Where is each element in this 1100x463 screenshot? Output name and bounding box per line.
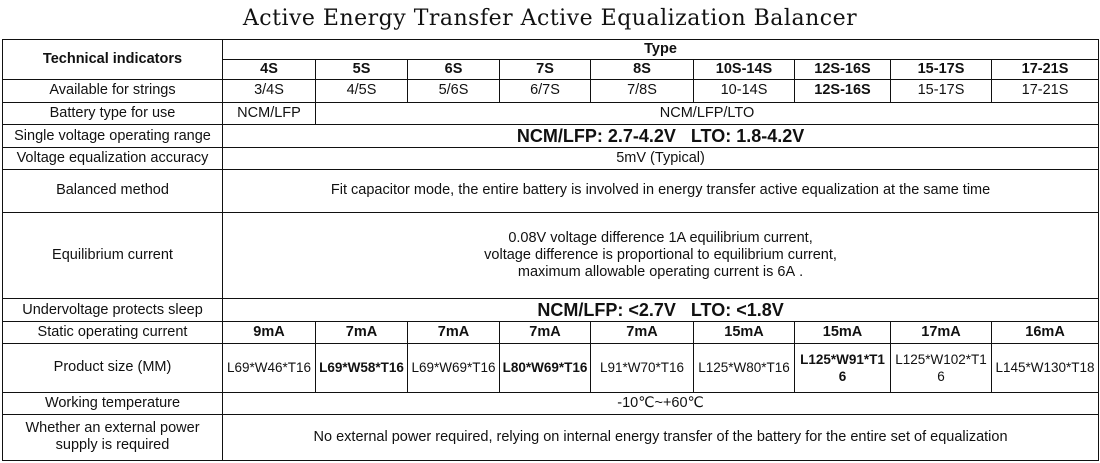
- type-cell: 15-17S: [891, 59, 992, 80]
- product-size-cell: L80*W69*T16: [500, 343, 591, 392]
- product-size-cell: L125*W91*T16: [795, 343, 891, 392]
- technical-indicators-header: Technical indicators: [3, 40, 223, 80]
- method-value: Fit capacitor mode, the entire battery is involved in energy transfer active equalization at the same time: [223, 169, 1099, 212]
- spec-table: [2, 39, 1099, 461]
- row-label: Whether an external power supply is required: [3, 414, 223, 460]
- strings-row: [3, 80, 1099, 103]
- accuracy-row: [3, 148, 1099, 170]
- strings-cell: 5/6S: [408, 80, 500, 103]
- type-cell: 8S: [591, 59, 694, 80]
- battery-type-row: [3, 102, 1099, 125]
- strings-cell: 17-21S: [992, 80, 1099, 103]
- strings-cell: 15-17S: [891, 80, 992, 103]
- static-current-cell: 16mA: [992, 321, 1099, 343]
- product-size-cell: L91*W70*T16: [591, 343, 694, 392]
- product-size-cell: L125*W80*T16: [694, 343, 795, 392]
- type-header: Type: [223, 40, 1099, 60]
- row-label: Equilibrium current: [3, 212, 223, 298]
- product-size-cell: L69*W58*T16: [316, 343, 408, 392]
- type-cell: 7S: [500, 59, 591, 80]
- battery-type-others: NCM/LFP/LTO: [316, 102, 1099, 125]
- equilibrium-value: [223, 212, 1099, 298]
- page-title: Active Energy Transfer Active Equalization Balancer: [242, 6, 858, 31]
- row-label: Available for strings: [3, 80, 223, 103]
- static-current-cell: 17mA: [891, 321, 992, 343]
- method-row: [3, 169, 1099, 212]
- type-cell: 10S-14S: [694, 59, 795, 80]
- external-power-value: No external power required, relying on internal energy transfer of the battery for the entire set of equalization: [223, 414, 1099, 460]
- row-label: Balanced method: [3, 169, 223, 212]
- strings-cell: 3/4S: [223, 80, 316, 103]
- product-size-cell: L69*W69*T16: [408, 343, 500, 392]
- working-temperature-value: -10℃~+60℃: [223, 392, 1099, 414]
- type-cell: 12S-16S: [795, 59, 891, 80]
- static-current-cell: 7mA: [408, 321, 500, 343]
- voltage-range-value: NCM/LFP: 2.7-4.2V LTO: 1.8-4.2V: [223, 125, 1099, 148]
- voltage-range-row: [3, 125, 1099, 148]
- external-power-row: [3, 414, 1099, 460]
- equilibrium-row: [3, 212, 1099, 298]
- row-label: Working temperature: [3, 392, 223, 414]
- row-label: Product size (MM): [3, 343, 223, 392]
- static-current-row: [3, 321, 1099, 343]
- undervoltage-row: [3, 299, 1099, 322]
- product-size-cell: L125*W102*T16: [891, 343, 992, 392]
- type-cell: 6S: [408, 59, 500, 80]
- row-label: Voltage equalization accuracy: [3, 148, 223, 170]
- type-cell: 4S: [223, 59, 316, 80]
- undervoltage-value: NCM/LFP: <2.7V LTO: <1.8V: [223, 299, 1099, 322]
- static-current-cell: 7mA: [591, 321, 694, 343]
- row-label: Undervoltage protects sleep: [3, 299, 223, 322]
- product-size-row: [3, 343, 1099, 392]
- type-cell: 5S: [316, 59, 408, 80]
- row-label: Single voltage operating range: [3, 125, 223, 148]
- battery-type-4s: NCM/LFP: [223, 102, 316, 125]
- static-current-cell: 7mA: [316, 321, 408, 343]
- strings-cell: 10-14S: [694, 80, 795, 103]
- strings-cell: 4/5S: [316, 80, 408, 103]
- product-size-cell: L69*W46*T16: [223, 343, 316, 392]
- row-label: Battery type for use: [3, 102, 223, 125]
- strings-cell: 7/8S: [591, 80, 694, 103]
- static-current-cell: 15mA: [694, 321, 795, 343]
- strings-cell: 6/7S: [500, 80, 591, 103]
- strings-cell: 12S-16S: [795, 80, 891, 103]
- accuracy-value: 5mV (Typical): [223, 148, 1099, 170]
- static-current-cell: 15mA: [795, 321, 891, 343]
- type-cell: 17-21S: [992, 59, 1099, 80]
- static-current-cell: 9mA: [223, 321, 316, 343]
- equilibrium-line: voltage difference is proportional to equilibrium current,: [484, 247, 837, 264]
- equilibrium-line: maximum allowable operating current is 6A .: [517, 264, 804, 281]
- product-size-cell: L145*W130*T18: [992, 343, 1099, 392]
- static-current-cell: 7mA: [500, 321, 591, 343]
- working-temperature-row: [3, 392, 1099, 414]
- row-label: Static operating current: [3, 321, 223, 343]
- equilibrium-line: 0.08V voltage difference 1A equilibrium current,: [508, 230, 813, 247]
